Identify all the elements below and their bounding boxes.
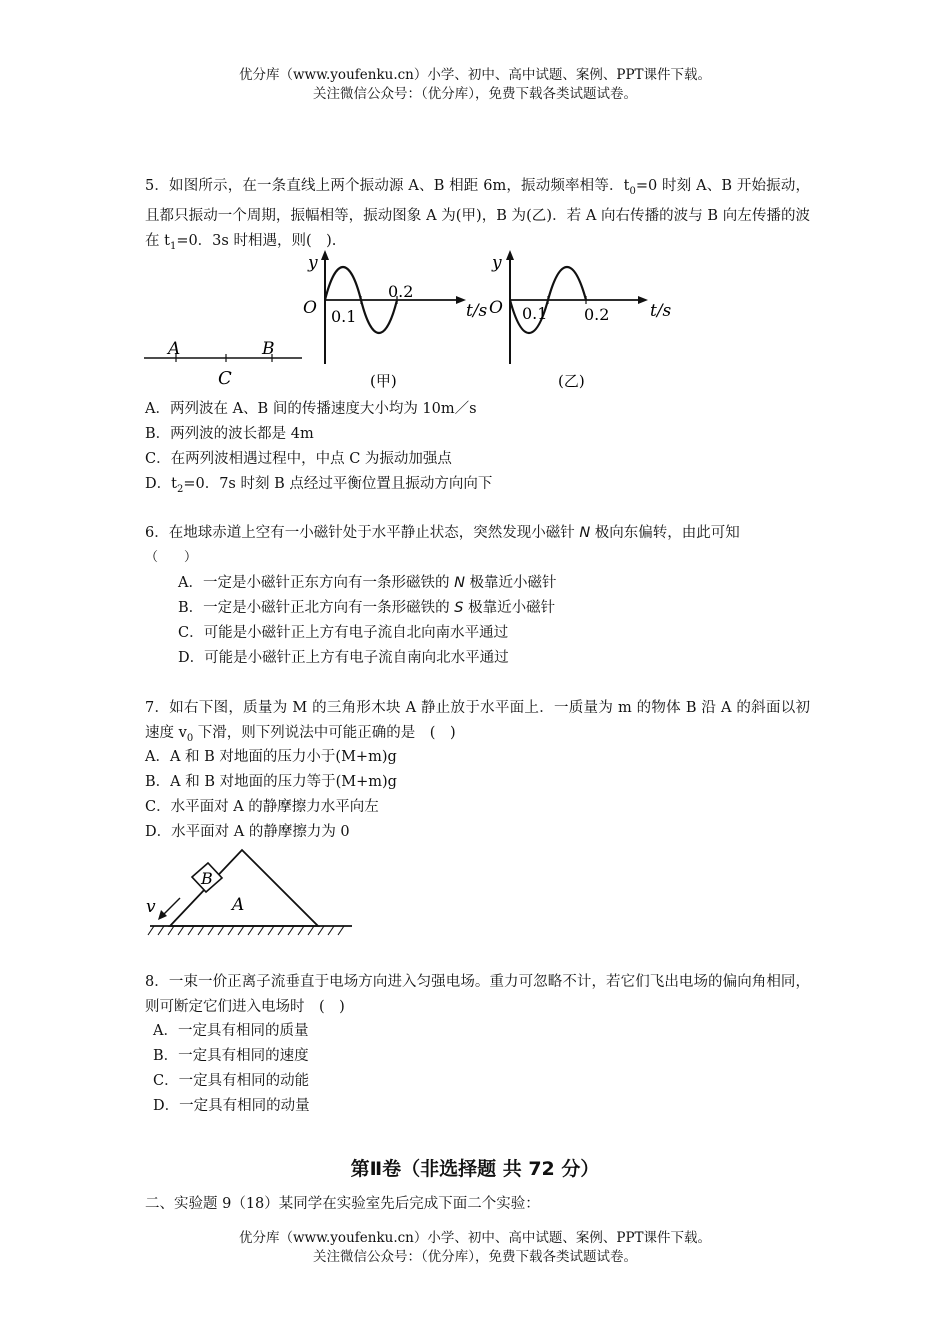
- block-b-label: B: [201, 869, 213, 888]
- section-2-intro: 二、实验题 9（18）某同学在实验室先后完成下面二个实验：: [145, 1196, 540, 1212]
- question-7-text: 7．如右下图，质量为 M 的三角形木块 A 静止放于水平面上．一质量为 m 的物体 B 沿 A 的斜面以初速度 $v_0$ 下滑，则下列说法中可能正确的是 ( ): [145, 700, 810, 744]
- question-5-figure: [140, 248, 700, 396]
- yi-tick-0-1: 0.1: [522, 304, 548, 323]
- q6-option-b: B．一定是小磁针正北方向有一条形磁铁的 S 极靠近小磁针: [178, 600, 556, 616]
- section-2-title: 第Ⅱ卷（非选择题 共 72 分）: [350, 1158, 600, 1180]
- question-5-text: 5．如图所示，在一条直线上两个振动源 A、B 相距 6m，振动频率相等．$t_0=0$ 时刻 A、B 开始振动，且都只振动一个周期，振幅相等，振动图象 A 为(甲)，B 为(乙)．若 A 向右传播的波与 B 向左传播的波在 $t_1=0$．3s 时相遇，则( ).: [145, 178, 810, 252]
- q7-option-c: C．水平面对 A 的静摩擦力水平向左: [145, 799, 379, 815]
- wedge-a-label: A: [232, 895, 245, 915]
- yi-caption: (乙): [558, 372, 585, 390]
- graph-yi: [489, 250, 672, 390]
- q7-option-d: D．水平面对 A 的静摩擦力为 0: [145, 824, 350, 840]
- jia-axis-label: t/s: [466, 301, 488, 321]
- point-b-label: B: [262, 339, 275, 359]
- q8-option-d: D．一定具有相同的动量: [153, 1098, 310, 1114]
- q8-option-b: B．一定具有相同的速度: [153, 1048, 309, 1064]
- point-c-label: C: [218, 368, 232, 389]
- velocity-label: v: [146, 897, 156, 917]
- q8-option-c: C．一定具有相同的动能: [153, 1073, 310, 1089]
- q5-option-b: B．两列波的波长都是 4m: [145, 426, 314, 442]
- yi-tick-0-2: 0.2: [584, 305, 610, 324]
- question-6-text: 6．在地球赤道上空有一小磁针处于水平静止状态，突然发现小磁针 N 极向东偏转，由此可知: [145, 525, 740, 541]
- graph-jia: [303, 250, 488, 390]
- footer-line-1: 优分库（www.youfenku.cn）小学、初中、高中试题、案例、PPT课件下载。: [238, 1230, 712, 1246]
- jia-tick-0-1: 0.1: [331, 307, 357, 326]
- yi-y-label: y: [492, 253, 502, 273]
- question-8-text: 8．一束一价正离子流垂直于电场方向进入匀强电场。重力可忽略不计，若它们飞出电场的偏向角相同，则可断定它们进入电场时 ( ): [145, 974, 810, 1015]
- q8-option-a: A．一定具有相同的质量: [153, 1023, 309, 1039]
- q5-option-d: D．$t_2=0$．7s 时刻 B 点经过平衡位置且振动方向向下: [145, 476, 493, 495]
- footer-line-2: 关注微信公众号：（优分库），免费下载各类试题试卷。: [313, 1249, 637, 1265]
- q5-option-a: A．两列波在 A、B 间的传播速度大小均为 10m／s: [145, 401, 477, 417]
- header-line-2: 关注微信公众号：（优分库），免费下载各类试题试卷。: [313, 86, 637, 102]
- jia-tick-0-2: 0.2: [388, 282, 414, 301]
- jia-caption: (甲): [370, 372, 397, 390]
- jia-y-label: y: [308, 253, 318, 273]
- question-7-figure: [140, 846, 365, 942]
- header-line-1: 优分库（www.youfenku.cn）小学、初中、高中试题、案例、PPT课件下载。: [238, 67, 712, 83]
- point-a-label: A: [168, 339, 181, 359]
- q7-option-a: A．A 和 B 对地面的压力小于(M+m)g: [145, 749, 397, 765]
- yi-origin-label: O: [489, 298, 503, 318]
- yi-axis-label: t/s: [650, 301, 672, 321]
- q7-option-b: B．A 和 B 对地面的压力等于(M+m)g: [145, 774, 397, 790]
- q6-option-d: D．可能是小磁针正上方有电子流自南向北水平通过: [178, 650, 509, 666]
- jia-origin-label: O: [303, 298, 317, 318]
- q6-option-a: A．一定是小磁针正东方向有一条形磁铁的 N 极靠近小磁针: [178, 575, 557, 591]
- q5-option-c: C．在两列波相遇过程中，中点 C 为振动加强点: [145, 451, 452, 467]
- ground-hatch: [148, 926, 344, 935]
- question-6-paren: （ ）: [145, 550, 198, 565]
- q6-option-c: C．可能是小磁针正上方有电子流自北向南水平通过: [178, 625, 509, 641]
